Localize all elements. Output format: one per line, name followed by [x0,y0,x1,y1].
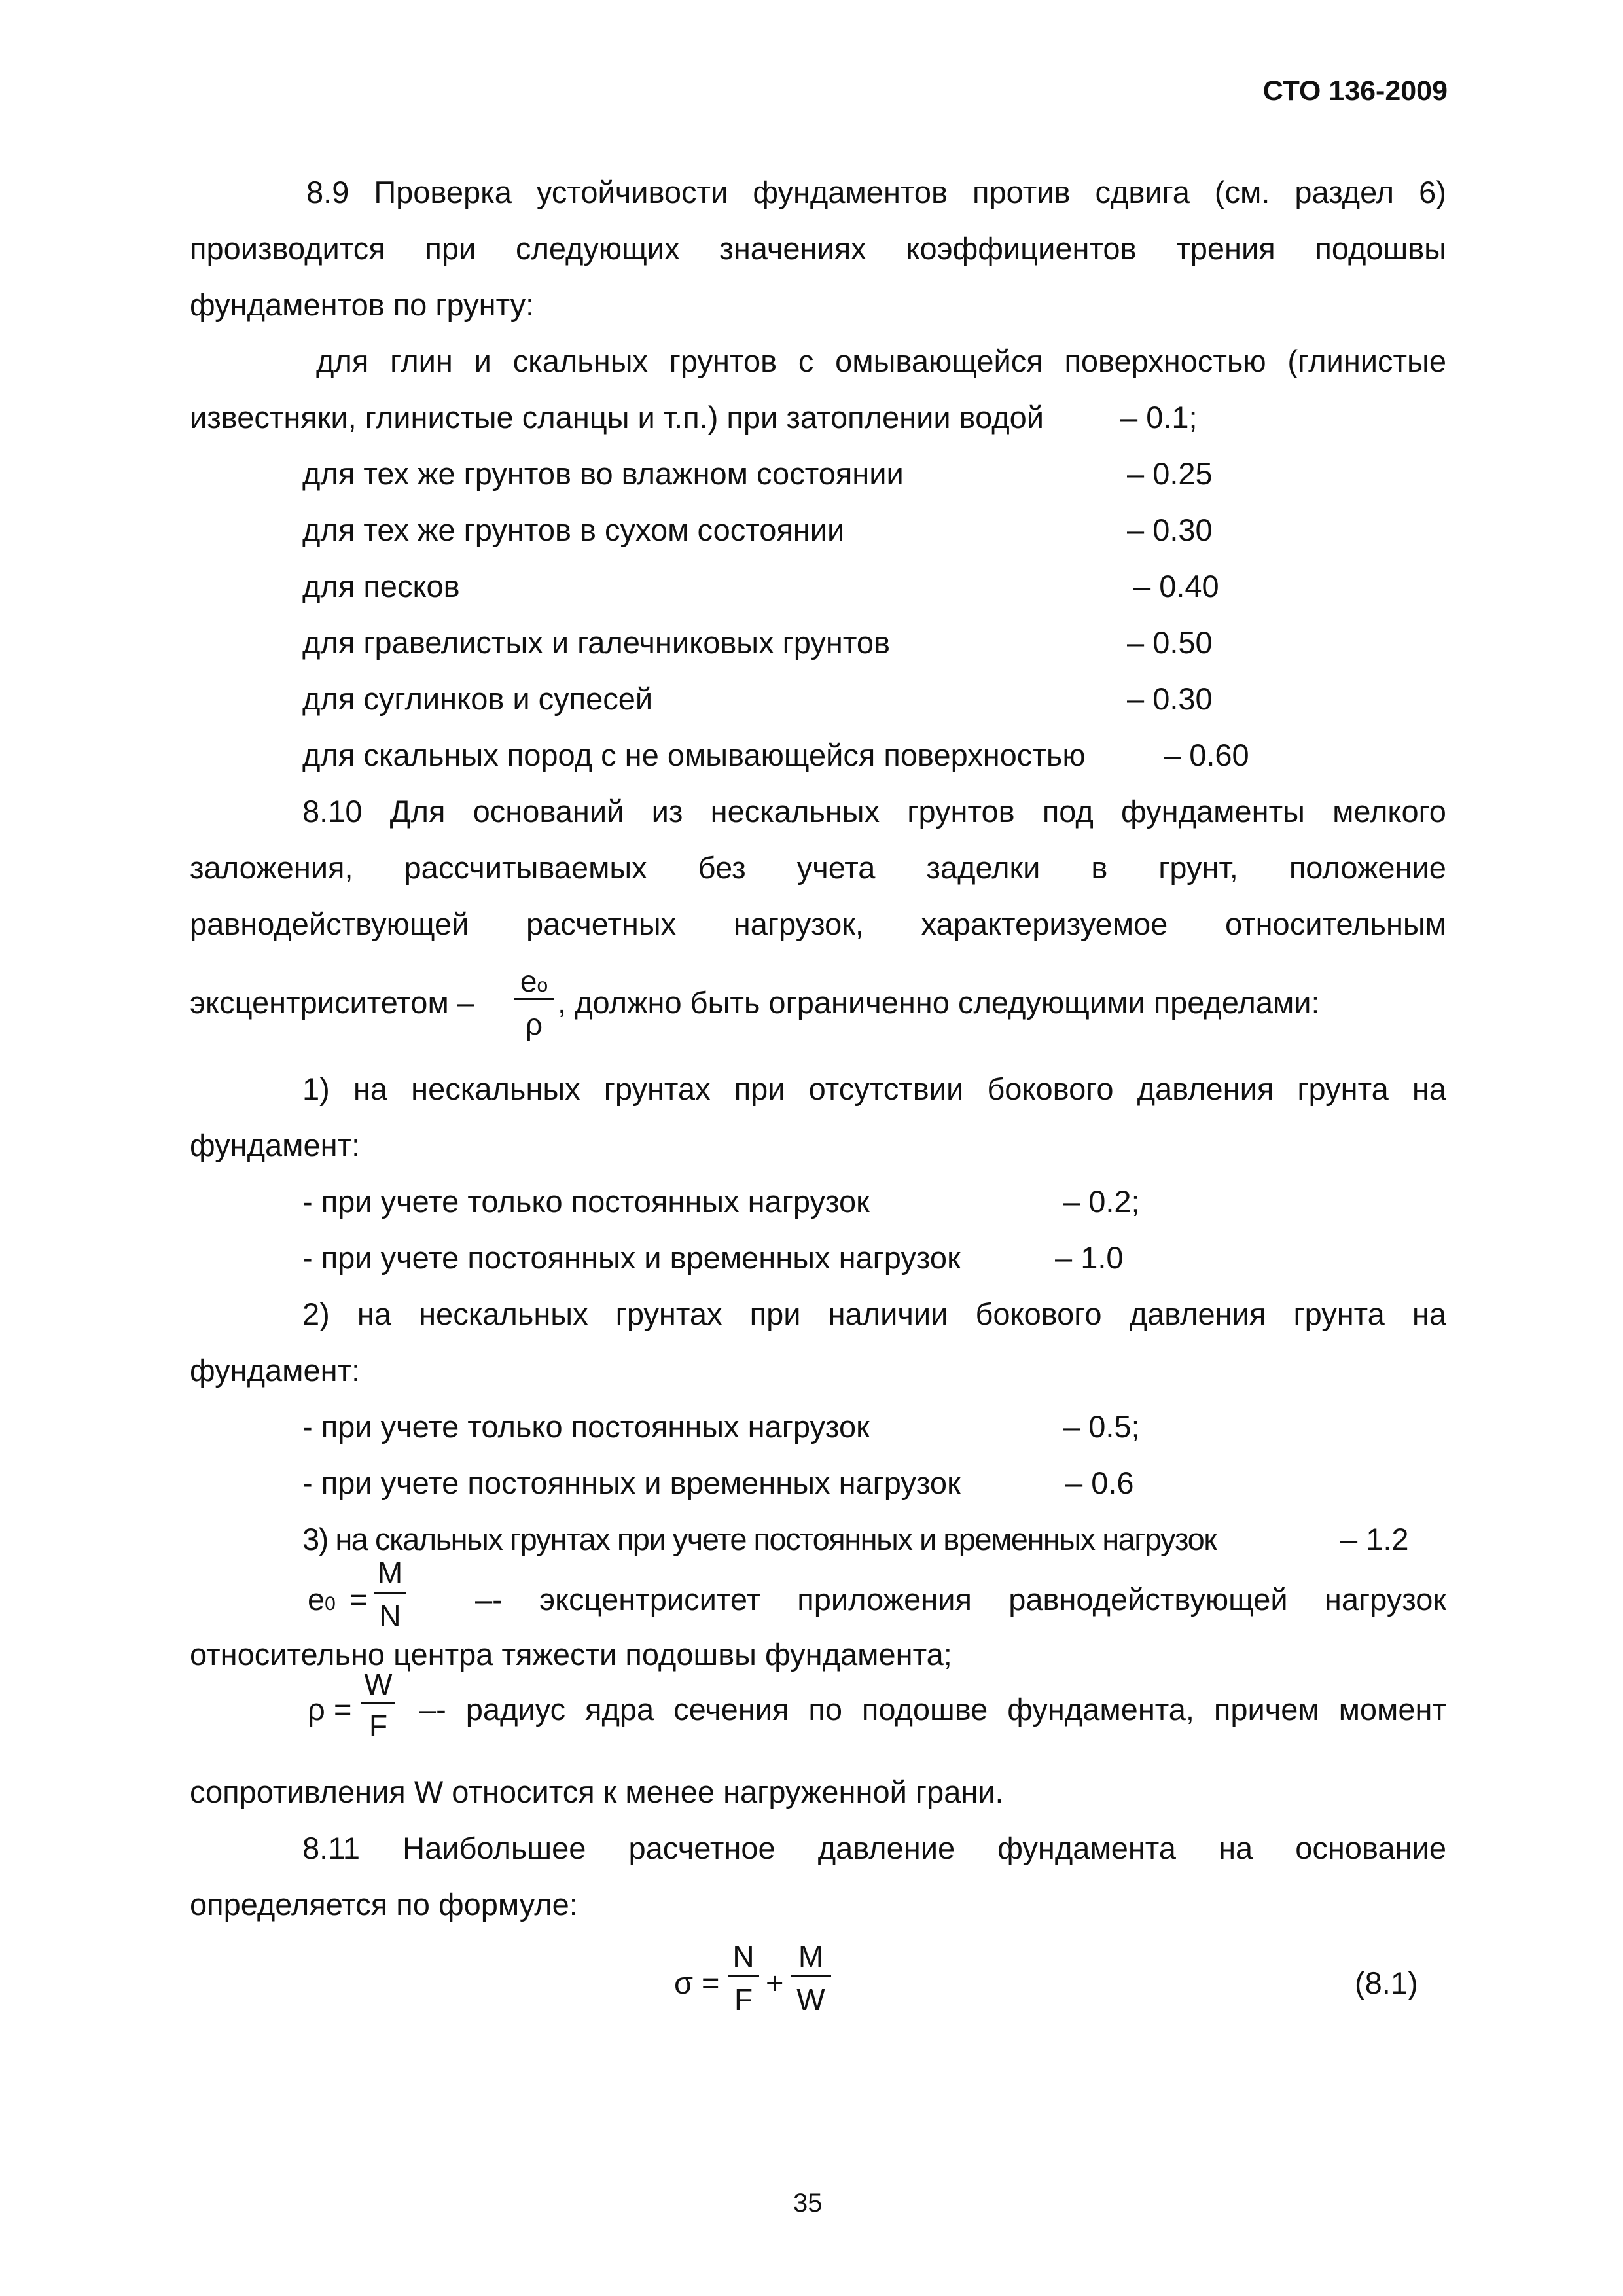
rho-numerator: W [364,1667,393,1701]
word: коэффициентов [906,231,1137,266]
word: оснований [473,794,624,829]
word: учета [796,850,876,885]
word: радиус [465,1692,566,1727]
case2-item-value: – 0.5; [1063,1409,1140,1444]
friction-row-value: – 0.50 [1127,625,1213,660]
word: 8.10 [302,794,363,829]
case2-item-label: - при учете постоянных и временных нагрузок [302,1465,961,1500]
friction-row-value: – 0.25 [1127,456,1213,491]
case1-item-label: - при учете постоянных и временных нагрузок [302,1240,961,1275]
word: для [316,344,369,378]
case2-line2: фундамент: [190,1353,361,1388]
fraction-bar [374,1592,406,1594]
word: сечения [673,1692,789,1727]
word: отсутствии [808,1071,964,1106]
word: и [474,344,491,378]
word: Проверка [374,175,512,209]
word: Для [389,794,446,829]
word: Наибольшее [402,1831,586,1865]
e0-numerator: M [377,1556,403,1590]
word: грунтах [603,1071,711,1106]
word: следующих [515,231,680,266]
friction-row-label: для суглинков и супесей [302,681,653,716]
word: 8.9 [306,175,349,209]
word: грунта [1293,1297,1385,1331]
word: омывающейся [835,344,1043,378]
word: на [1412,1071,1446,1106]
fraction-bar [791,1975,831,1977]
eccentricity-label: эксцентриситетом – [190,985,474,1020]
word: по [808,1692,842,1727]
e0-denominator: N [379,1599,401,1633]
word: в [1091,850,1108,885]
word: (см. [1214,175,1270,209]
equals-sign: = [349,1582,368,1617]
rho-description-line2: сопротивления W относится к менее нагруженной грани. [190,1774,1004,1809]
word: нагрузок [1324,1582,1446,1617]
word: подошве [861,1692,988,1727]
word: расчетных [526,906,677,941]
word: сдвига [1095,175,1190,209]
word: нескальных [419,1297,588,1331]
word: момент [1338,1692,1446,1727]
word: глин [390,344,453,378]
s810-line2 [190,852,1446,883]
word: приложения [797,1582,972,1617]
word: эксцентриситет [539,1582,760,1617]
page-number: 35 [793,2189,823,2217]
fraction-bar [361,1702,395,1704]
word: (глинистые [1287,344,1446,378]
word: грунтах [615,1297,722,1331]
word: на [357,1297,391,1331]
formula-numerator-1: N [732,1939,755,1973]
word: 2) [302,1297,330,1331]
word: подошвы [1315,231,1446,266]
word: без [698,850,746,885]
friction-row-value: – 0.60 [1164,738,1249,772]
sigma-symbol: σ [674,1965,694,2000]
word: заделки [926,850,1041,885]
word: грунта [1297,1071,1389,1106]
case1-line1 [302,1073,1446,1104]
word: под [1042,794,1094,829]
word: мелкого [1332,794,1446,829]
word: заложения, [190,850,353,885]
word: фундаменты [1121,794,1305,829]
word: значениях [719,231,866,266]
friction-row-label: для гравелистых и галечниковых грунтов [302,625,890,660]
word: причем [1213,1692,1319,1727]
word: фундамента, [1007,1692,1194,1727]
word: равнодействующей [190,906,469,941]
eccentricity-denominator: ρ [525,1007,543,1041]
word: нескальных [411,1071,580,1106]
word: при [425,231,476,266]
word: бокового [987,1071,1114,1106]
word: производится [190,231,385,266]
word: устойчивости [536,175,728,209]
word: 6) [1419,175,1446,209]
word: фундаментов [753,175,948,209]
word: нагрузок, [733,906,864,941]
e0-symbol: e0 [308,1582,336,1617]
e0-description-line2: относительно центра тяжести подошвы фундамента; [190,1637,952,1672]
word: рассчитываемых [404,850,647,885]
word: на [353,1071,388,1106]
friction-row-label: для тех же грунтов в сухом состоянии [302,512,845,547]
word: при [749,1297,801,1331]
case1-item-value: – 1.0 [1055,1240,1124,1275]
rho-symbol: ρ [308,1692,325,1727]
word: фундамента [997,1831,1176,1865]
formula-denominator-1: F [734,1982,753,2017]
document-number: СТО 136-2009 [1262,75,1448,107]
case2-item-label: - при учете только постоянных нагрузок [302,1409,870,1444]
word: 1) [302,1071,330,1106]
friction-row-value: – 0.40 [1133,569,1219,603]
word: поверхностью [1064,344,1266,378]
s89-line1 [306,177,1446,207]
s811-line1 [302,1833,1446,1863]
word: скальных [512,344,649,378]
word: расчетное [628,1831,776,1865]
word: нескальных [710,794,880,829]
word: характеризуемое [921,906,1168,941]
equals-sign: = [334,1692,352,1727]
friction-row-label: для скальных пород с не омывающейся поверхностью [302,738,1086,772]
word: –- [419,1692,446,1727]
rho-description [419,1694,1446,1725]
word: из [651,794,683,829]
case3-value: – 1.2 [1340,1522,1409,1556]
friction-row-label: для песков [302,569,460,603]
s810-line3 [190,908,1446,939]
word: –- [475,1582,503,1617]
friction-row-label: для тех же грунтов во влажном состоянии [302,456,904,491]
s89-clay-line1 [316,346,1446,376]
s811-line2: определяется по формуле: [190,1887,578,1922]
word: трения [1176,231,1275,266]
case2-line1 [302,1299,1446,1329]
word: давления [1137,1071,1274,1106]
case3-text: 3) на скальных грунтах при учете постоянных и временных нагрузок [302,1522,1217,1556]
eccentricity-numerator: eo [520,964,548,998]
word: относительным [1224,906,1446,941]
word: против [972,175,1071,209]
word: давление [817,1831,955,1865]
friction-row-value: – 0.30 [1127,681,1213,716]
fraction-bar [514,998,554,1000]
word: основание [1295,1831,1446,1865]
equals-sign: = [702,1965,720,2000]
word: грунт, [1158,850,1238,885]
word: положение [1289,850,1446,885]
word: ядра [585,1692,654,1727]
case2-item-value: – 0.6 [1065,1465,1134,1500]
formula-number: (8.1) [1355,1965,1418,2000]
formula-numerator-2: M [798,1939,824,1973]
word: на [1412,1297,1446,1331]
word: 8.11 [302,1831,360,1865]
word: грунтов [669,344,777,378]
word: с [798,344,814,378]
word: равнодействующей [1008,1582,1288,1617]
word: наличии [828,1297,948,1331]
s89-line3: фундаментов по грунту: [190,287,535,322]
word: при [734,1071,785,1106]
word: раздел [1294,175,1395,209]
s810-line1 [302,796,1446,827]
word: давления [1129,1297,1266,1331]
word: на [1219,1831,1253,1865]
word: грунтов [907,794,1015,829]
word: бокового [975,1297,1102,1331]
plus-sign: + [766,1965,784,2000]
formula-denominator-2: W [796,1982,825,2017]
s89-clay-line2: известняки, глинистые сланцы и т.п.) при затоплении водой [190,400,1044,435]
s89-clay-value: – 0.1; [1120,400,1198,435]
case1-item-value: – 0.2; [1063,1184,1140,1219]
friction-row-value: – 0.30 [1127,512,1213,547]
case1-line2: фундамент: [190,1128,361,1162]
eccentricity-tail: , должно быть ограниченно следующими пределами: [558,985,1320,1020]
e0-description [475,1584,1446,1615]
fraction-bar [728,1975,759,1977]
s89-line2 [190,233,1446,264]
case1-item-label: - при учете только постоянных нагрузок [302,1184,870,1219]
rho-denominator: F [368,1709,388,1743]
